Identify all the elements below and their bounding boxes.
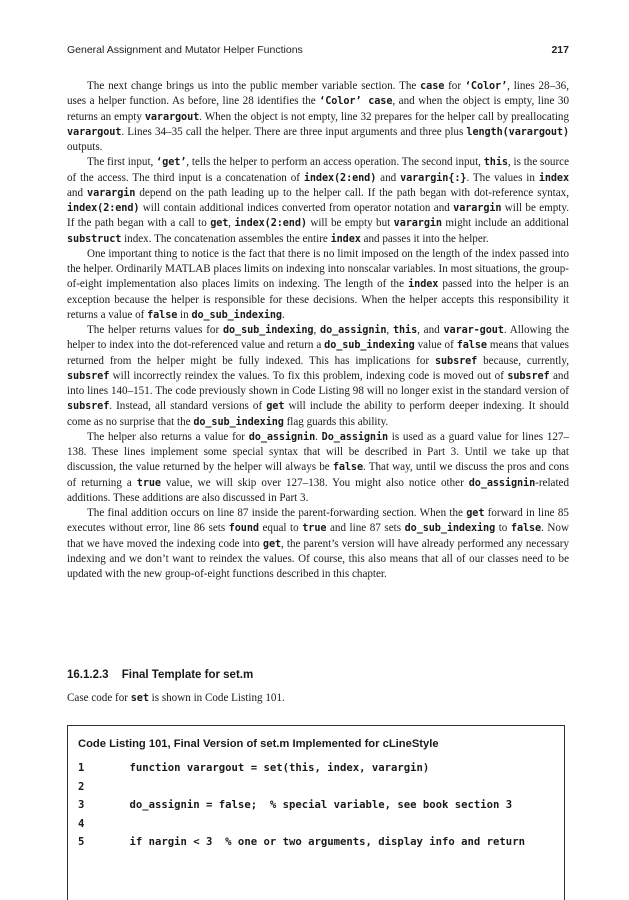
code-line bbox=[68, 796, 564, 815]
inline-code: do_sub_indexing bbox=[324, 340, 415, 352]
inline-code: case bbox=[420, 81, 445, 92]
inline-code: varargout bbox=[67, 126, 122, 138]
text-run: means that values returned from the helper might be fully indexed. This has implications for bbox=[67, 339, 569, 367]
paragraph bbox=[67, 323, 569, 430]
inline-code: substruct bbox=[67, 233, 122, 245]
code-listing-title: Code Listing 101, Final Version of set.m Implemented for cLineStyle bbox=[78, 738, 439, 750]
inline-code: get bbox=[466, 508, 485, 519]
inline-code: true bbox=[136, 477, 161, 489]
text-run: and bbox=[67, 186, 88, 199]
text-run: The first input, bbox=[87, 156, 157, 169]
inline-code: index(2:end) bbox=[303, 172, 377, 184]
text-run: passed into the helper is an exception because the helper is responsible for these decisions. When the helper accepts this responsibility it returns a value of bbox=[67, 278, 569, 321]
text-run: . Instead, all standard versions of bbox=[109, 400, 267, 413]
inline-code: varargout bbox=[144, 111, 200, 123]
page-number: 217 bbox=[551, 44, 569, 56]
inline-code: false bbox=[332, 462, 363, 474]
line-number: 4 bbox=[78, 817, 85, 830]
inline-code: index bbox=[538, 172, 569, 184]
text-run: , bbox=[228, 217, 235, 230]
inline-code: ‘Color’ case bbox=[319, 96, 393, 108]
text-run: forward in line 85 executes without error, line 86 sets bbox=[67, 507, 569, 535]
text-run: The helper returns values for bbox=[87, 324, 223, 336]
inline-code: get bbox=[210, 218, 229, 230]
text-run: , and bbox=[417, 324, 444, 336]
inline-code: false bbox=[510, 523, 542, 535]
code-lines bbox=[68, 759, 564, 852]
text-run: and passes it into the helper. bbox=[360, 232, 489, 245]
code-text: function varargout = set(this, index, varargin) bbox=[104, 762, 430, 775]
inline-code: ‘get’ bbox=[156, 157, 187, 169]
inline-code: subsref bbox=[67, 370, 110, 382]
inline-code: do_assignin bbox=[468, 477, 536, 489]
text-run: in bbox=[177, 308, 192, 321]
inline-code: subsref bbox=[67, 401, 110, 413]
section-heading bbox=[67, 669, 253, 681]
inline-code: false bbox=[147, 309, 178, 321]
inline-code: length(varargout) bbox=[466, 126, 569, 138]
text-run: The helper also returns a value for bbox=[87, 430, 249, 443]
text-run: , is the source of the access. The third input is a concatenation of bbox=[67, 156, 570, 184]
code-line bbox=[68, 833, 564, 852]
inline-code: index(2:end) bbox=[234, 218, 307, 230]
text-run: will contain additional indices converted from operator notation and bbox=[139, 202, 454, 214]
line-number: 1 bbox=[78, 762, 85, 775]
text-run: and line 87 sets bbox=[326, 522, 405, 535]
text-run: The final addition occurs on line 87 inside the parent-forwarding section. When the bbox=[87, 507, 467, 519]
inline-code: subsref bbox=[434, 355, 478, 367]
text-run: , lines 28–36, uses a helper function. As before, line 28 identifies the bbox=[67, 80, 569, 108]
text-run: -related additions. These additions are also discussed in Part 3. bbox=[67, 476, 569, 504]
inline-code: varargin bbox=[87, 187, 136, 199]
text-run: . The values in bbox=[466, 171, 539, 184]
text-run: . When the object is not empty, line 32 prepares for the helper call by preallocating bbox=[199, 110, 570, 123]
text-run: because, currently, bbox=[477, 354, 569, 367]
text-run: is shown in Code Listing 101. bbox=[148, 692, 285, 704]
text-run: , bbox=[313, 324, 321, 336]
code-line bbox=[68, 759, 564, 778]
text-run: will include the ability to perform deeper indexing. It should come as no surprise that the bbox=[67, 400, 569, 428]
text-run: depend on the path leading up to the helper call. If the path began with dot-reference syntax, bbox=[135, 186, 569, 199]
code-line bbox=[68, 778, 564, 797]
inline-code: do_sub_indexing bbox=[404, 523, 496, 535]
inline-code: get bbox=[266, 401, 285, 413]
text-run: . Now that we have moved the indexing code into bbox=[67, 522, 569, 550]
section-title: Final Template for set.m bbox=[121, 669, 254, 681]
text-run: Case code for bbox=[67, 692, 131, 704]
text-run: will be empty. If the path began with a call to bbox=[67, 202, 569, 230]
inline-code: get bbox=[262, 538, 282, 550]
case-code-intro bbox=[67, 692, 285, 704]
inline-code: index bbox=[408, 279, 439, 291]
text-run: value, we will skip over 127–138. You might also notice other bbox=[160, 476, 469, 489]
text-run: , and when the object is empty, line 30 returns an empty bbox=[67, 95, 570, 123]
text-run: for bbox=[444, 80, 465, 92]
text-run: equal to bbox=[258, 522, 303, 535]
line-number: 5 bbox=[78, 836, 85, 849]
paragraph bbox=[67, 155, 569, 247]
text-run: , the parent’s version will have already performed any necessary indexing and we don’t want to reindex the values. Of course, this also means that all of our classes need to be updated with the new group-of-eight functions described in this chapter. bbox=[67, 537, 569, 580]
section-number: 16.1.2.3 bbox=[67, 669, 109, 681]
text-run: One important thing to notice is the fact that there is no limit imposed on the length of the index passed into the helper. Ordinarily MATLAB places limits on indexing into nonscalar variables. In most situations, the group-of-eight implementation also places limits on indexing. The length of the bbox=[67, 247, 569, 291]
inline-code: do_assignin bbox=[248, 431, 316, 443]
inline-code: do_sub_indexing bbox=[191, 309, 282, 321]
line-number: 2 bbox=[78, 780, 85, 793]
text-run: flag guards this ability. bbox=[283, 415, 389, 428]
code-line bbox=[68, 815, 564, 834]
text-run: value of bbox=[414, 339, 457, 352]
inline-code: do_assignin bbox=[320, 325, 387, 336]
inline-code: varargin bbox=[453, 203, 502, 214]
text-run: will be empty but bbox=[306, 217, 394, 230]
text-run: is used as a guard value for lines 127–138. These lines implement some special syntax that will be described in Part 3. Until we take up that discussion, the value returned by the helper will always be bbox=[67, 430, 570, 474]
text-run: , tells the helper to perform an access operation. The second input, bbox=[186, 156, 484, 169]
paragraph bbox=[67, 430, 569, 506]
line-number: 3 bbox=[78, 799, 85, 812]
running-header bbox=[67, 44, 569, 60]
inline-code: varar-gout bbox=[443, 325, 504, 336]
inline-code: varargin bbox=[393, 218, 442, 230]
text-run: , bbox=[386, 324, 393, 336]
paragraph bbox=[67, 506, 569, 582]
running-header-title: General Assignment and Mutator Helper Functions bbox=[67, 44, 303, 56]
inline-code: do_sub_indexing bbox=[193, 416, 284, 428]
inline-code: subsref bbox=[507, 370, 550, 382]
text-run: . bbox=[281, 308, 285, 321]
inline-code: this bbox=[483, 157, 508, 169]
text-run: index. The concatenation assembles the entire bbox=[121, 232, 331, 245]
text-run: . Lines 34–35 call the helper. There are three input arguments and three plus bbox=[121, 125, 467, 138]
code-text: do_assignin = false; % special variable, see book section 3 bbox=[104, 799, 513, 812]
text-run: to bbox=[495, 522, 511, 535]
code-listing bbox=[67, 725, 565, 900]
inline-code: true bbox=[302, 523, 327, 535]
inline-code: index bbox=[330, 233, 361, 245]
inline-code: varargin{:} bbox=[400, 172, 467, 184]
text-run: and into lines 140–151. The code previously shown in Code Listing 98 will no longer exist in the standard version of bbox=[67, 369, 569, 397]
text-run: will incorrectly reindex the values. To fix this problem, indexing code is moved out of bbox=[109, 369, 508, 382]
body-text bbox=[67, 79, 569, 582]
inline-code: Do_assignin bbox=[321, 431, 389, 443]
inline-code: found bbox=[228, 523, 259, 535]
inline-code: ‘Color’ bbox=[464, 81, 508, 92]
text-run: and bbox=[376, 171, 401, 184]
inline-code: false bbox=[456, 340, 487, 352]
paragraph bbox=[67, 79, 569, 155]
text-run: . That way, until we discuss the pros and cons of returning a bbox=[67, 461, 569, 489]
inline-code: do_sub_indexing bbox=[222, 325, 314, 336]
text-run: The next change brings us into the public member variable section. The bbox=[87, 80, 421, 92]
code-text: if nargin < 3 % one or two arguments, display info and return bbox=[104, 836, 525, 849]
text-run: . Allowing the helper to index into the dot-referenced value and return a bbox=[67, 324, 570, 352]
inline-code: this bbox=[392, 325, 418, 336]
text-run: . bbox=[315, 430, 322, 443]
paragraph bbox=[67, 247, 569, 323]
inline-code: index(2:end) bbox=[67, 203, 140, 214]
text-run: might include an additional bbox=[441, 217, 569, 230]
text-run: outputs. bbox=[67, 141, 103, 153]
inline-code: set bbox=[130, 693, 149, 704]
